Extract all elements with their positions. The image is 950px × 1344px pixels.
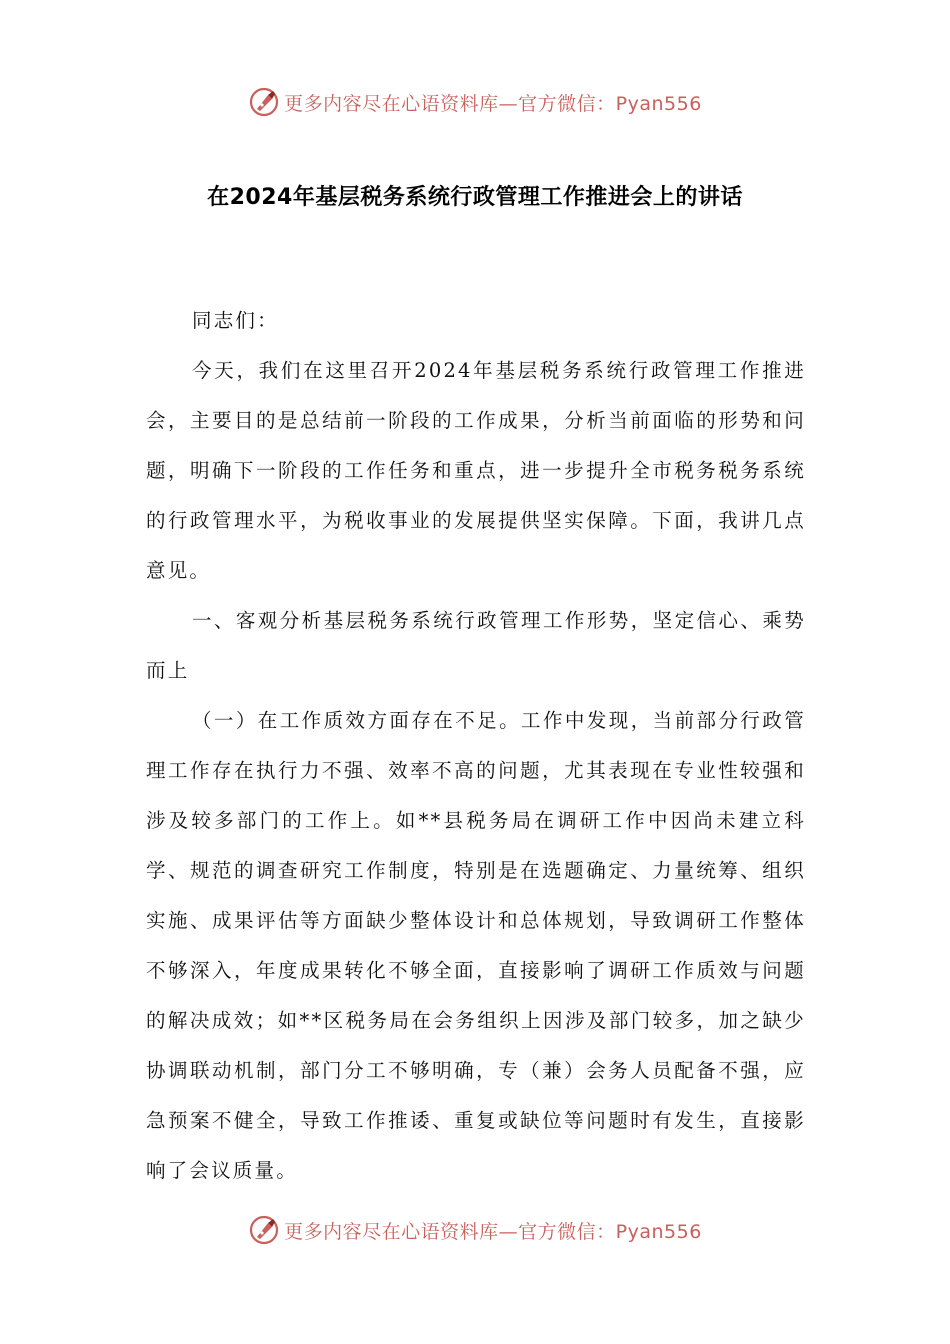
document-title: 在2024年基层税务系统行政管理工作推进会上的讲话 [207, 185, 743, 210]
pen-nib-logo-icon [248, 86, 280, 118]
wechat-id: Pyan556 [615, 1220, 702, 1243]
document-body [146, 296, 806, 1196]
wechat-id: Pyan556 [615, 92, 702, 115]
paragraph-intro: 今天，我们在这里召开2024年基层税务系统行政管理工作推进会，主要目的是总结前一阶段的工作成果，分析当前面临的形势和问题，明确下一阶段的工作任务和重点，进一步提升全市税务税务系统的行政管理水平，为税收事业的发展提供坚实保障。下面，我讲几点意见。 [146, 359, 806, 582]
watermark-banner-bottom [0, 1210, 950, 1250]
watermark-banner-top [0, 82, 950, 122]
pen-nib-logo-icon [248, 1214, 280, 1246]
watermark-text: 更多内容尽在心语资料库—官方微信：Pyan556 [284, 1220, 702, 1243]
section-heading-1: 一、客观分析基层税务系统行政管理工作形势，坚定信心、乘势而上 [146, 609, 806, 682]
paragraph-subsection-1: （一）在工作质效方面存在不足。工作中发现，当前部分行政管理工作存在执行力不强、效率不高的问题，尤其表现在专业性较强和涉及较多部门的工作上。如**县税务局在调研工作中因尚未建立科学、规范的调查研究工作制度，特别是在选题确定、力量统筹、组织实施、成果评估等方面缺少整体设计和总体规划，导致调研工作整体不够深入，年度成果转化不够全面，直接影响了调研工作质效与问题的解决成效；如**区税务局在会务组织上因涉及部门较多，加之缺少协调联动机制，部门分工不够明确，专（兼）会务人员配备不强，应急预案不健全，导致工作推诿、重复或缺位等问题时有发生，直接影响了会议质量。 [146, 709, 806, 1182]
salutation: 同志们： [192, 309, 279, 332]
watermark-text: 更多内容尽在心语资料库—官方微信：Pyan556 [284, 92, 702, 115]
